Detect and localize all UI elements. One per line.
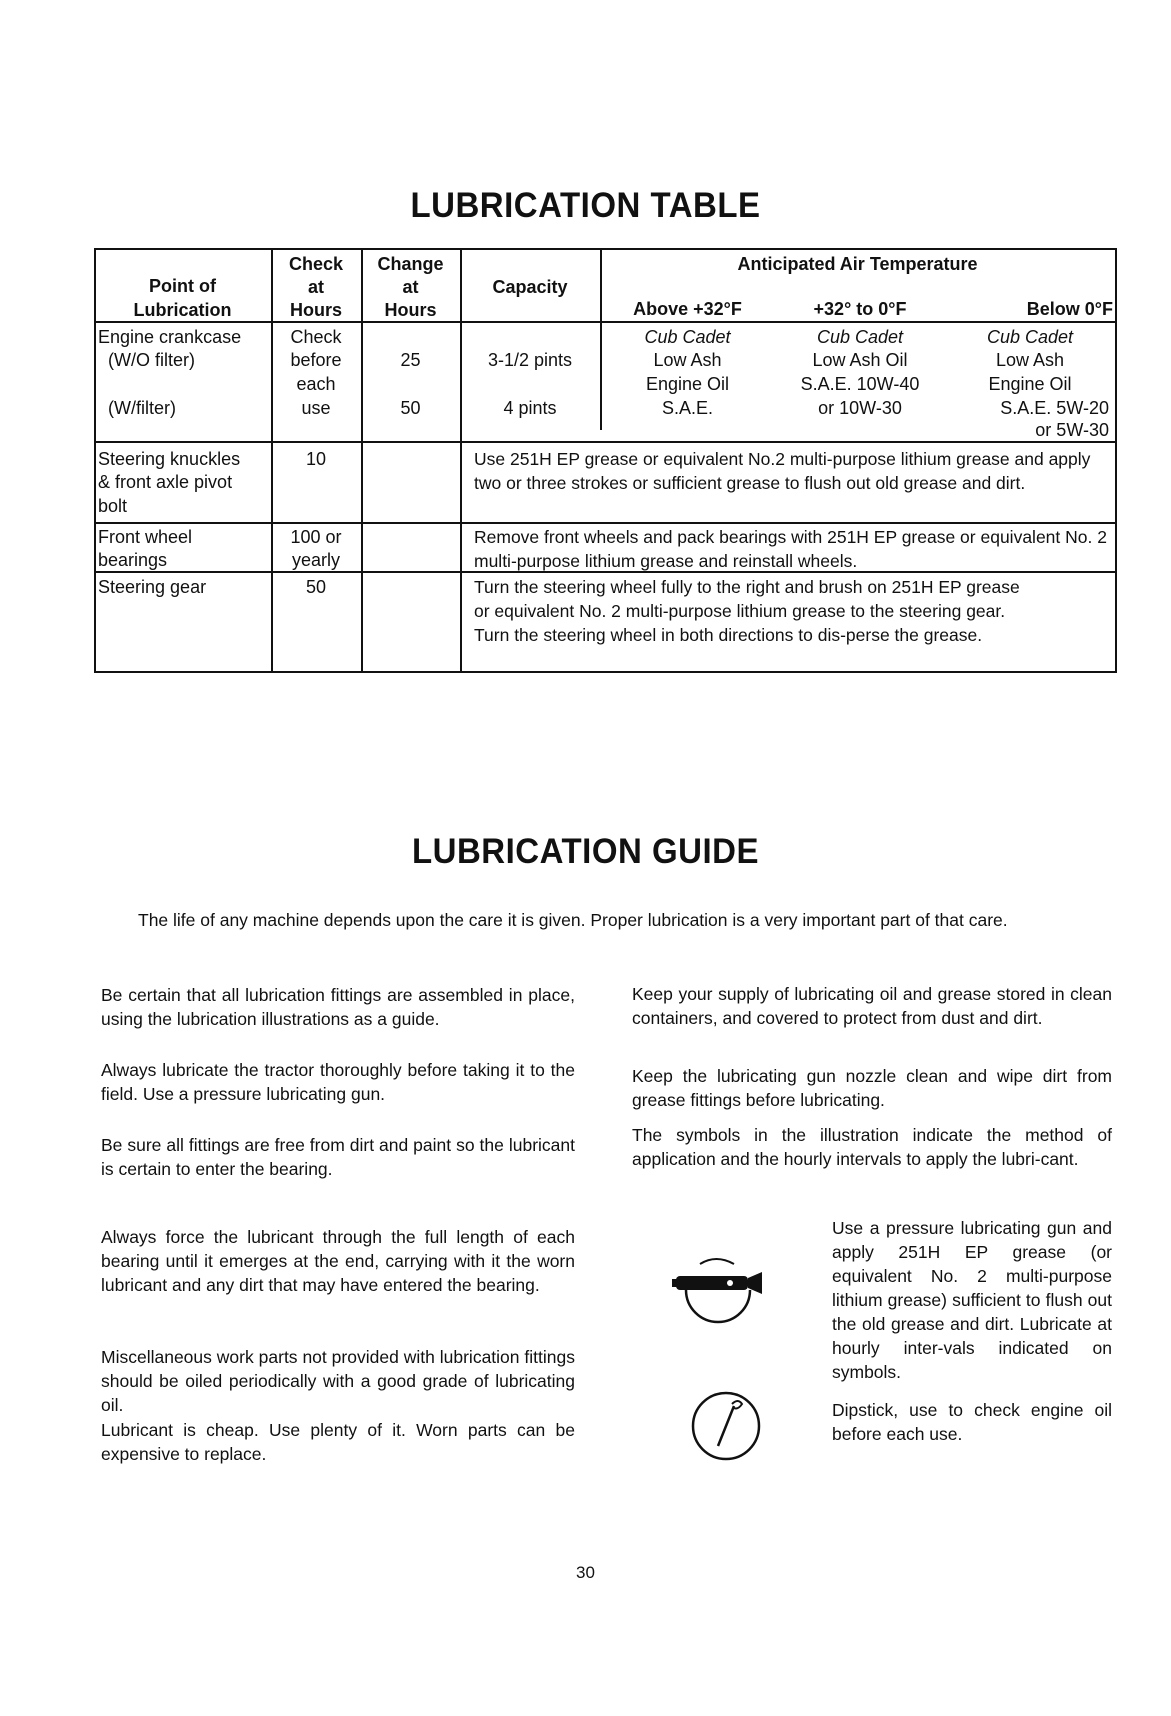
guide-title: LUBRICATION GUIDE — [411, 830, 760, 871]
header-below-0f: Below 0°F — [1026, 299, 1113, 319]
page-number: 30 — [576, 1563, 595, 1582]
row1-above-line3: Engine Oil — [645, 374, 730, 394]
header-point-line2: Lubrication — [133, 300, 232, 320]
row1-point-line2: (W/O filter) — [108, 350, 195, 370]
right-paragraph-2: Keep the lubricating gun nozzle clean and wipe dirt from grease fittings before lubricating. — [632, 1066, 1112, 1110]
left-paragraph-3: Be sure all fittings are free from dirt and paint so the lubricant is certain to enter the bearing. — [101, 1135, 575, 1179]
row1-check-line2: before — [290, 350, 342, 370]
left-paragraph-6: Lubricant is cheap. Use plenty of it. Worn parts can be expensive to replace. — [101, 1420, 575, 1464]
row4-point: Steering gear — [98, 577, 207, 597]
right-paragraph-1: Keep your supply of lubricating oil and grease stored in clean containers, and covered to protect from dust and dirt. — [632, 984, 1112, 1028]
row2-check: 10 — [305, 449, 327, 469]
row1-point-line1: Engine crankcase — [98, 327, 242, 347]
header-above-32f: Above +32°F — [633, 299, 742, 319]
row2-note: Use 251H EP grease or equivalent No.2 multi-purpose lithium grease and apply two or three strokes or sufficient grease to flush out old grease and dirt. — [474, 449, 1091, 494]
row2-point-line2: & front axle pivot — [98, 472, 233, 492]
table-title: LUBRICATION TABLE — [410, 184, 761, 225]
header-check-line3: Hours — [289, 300, 342, 320]
row1-check-line4: use — [301, 398, 331, 418]
row1-above-line1: Cub Cadet — [644, 327, 731, 347]
row1-change-1: 25 — [400, 350, 421, 370]
header-point-line1: Point of — [149, 276, 216, 296]
header-check-line2: at — [307, 277, 324, 297]
row1-mid-line1: Cub Cadet — [816, 327, 904, 347]
header-change-line2: at — [402, 277, 419, 297]
row1-below-line5: or 5W-30 — [1035, 420, 1109, 440]
row2-point-line1: Steering knuckles — [98, 449, 241, 469]
row3-note: Remove front wheels and pack bearings with 251H EP grease or equivalent No. 2 multi-purpose lithium grease and reinstall wheels. — [474, 527, 1107, 572]
row1-above-line4: S.A.E. — [661, 398, 714, 418]
row1-above-line2: Low Ash — [653, 350, 722, 370]
lubrication-table — [94, 248, 1117, 674]
row1-change-2: 50 — [400, 398, 421, 418]
header-change-line1: Change — [377, 254, 444, 274]
row1-below-line2: Low Ash — [995, 350, 1065, 370]
header-check-line1: Check — [288, 254, 344, 274]
row1-capacity-2: 4 pints — [503, 398, 557, 418]
row4-note: Turn the steering wheel fully to the right and brush on 251H EP grease or equivalent No. 2 multi-purpose lithium grease to the steering gear. Turn the steering wheel in both directions to dis-perse the grease. — [474, 577, 1020, 646]
row1-below-line1: Cub Cadet — [986, 327, 1074, 347]
row1-check-line3: each — [296, 374, 336, 394]
row3-check-line1: 100 or — [290, 527, 342, 547]
row3-point-line2: bearings — [98, 550, 168, 570]
left-paragraph-5: Miscellaneous work parts not provided with lubrication fittings should be oiled periodically with a good grade of lubricating oil. — [101, 1347, 575, 1415]
row3-point-line1: Front wheel — [98, 527, 193, 547]
header-capacity: Capacity — [492, 277, 568, 297]
row3-check-line2: yearly — [291, 550, 340, 570]
grease-gun-icon — [670, 1256, 765, 1336]
row1-check-line1: Check — [290, 327, 342, 347]
intro-paragraph: The life of any machine depends upon the care it is given. Proper lubrication is a very important part of that care. — [138, 910, 1008, 930]
left-paragraph-4: Always force the lubricant through the full length of each bearing until it emerges at the end, carrying with it the worn lubricant and any dirt that may have entered the bearing. — [101, 1227, 575, 1295]
row1-mid-line3: S.A.E. 10W-40 — [800, 374, 920, 394]
row1-mid-line2: Low Ash Oil — [812, 350, 908, 370]
row4-check: 50 — [305, 577, 327, 597]
row1-below-line3: Engine Oil — [988, 374, 1072, 394]
left-paragraph-2: Always lubricate the tractor thoroughly before taking it to the field. Use a pressure lubricating gun. — [101, 1060, 575, 1104]
grease-gun-description: Use a pressure lubricating gun and apply 251H EP grease (or equivalent No. 2 multi-purpose lithium grease) sufficient to flush out the old grease and dirt. Lubricate at hourly inter-vals indicated on symbols. — [832, 1218, 1112, 1382]
row1-mid-line4: or 10W-30 — [818, 398, 902, 418]
dipstick-icon — [690, 1390, 762, 1462]
row1-below-line4: S.A.E. 5W-20 — [1000, 398, 1109, 418]
header-temperature: Anticipated Air Temperature — [737, 254, 978, 274]
row1-point-line3: (W/filter) — [108, 398, 176, 418]
row2-point-line3: bolt — [98, 496, 128, 516]
left-paragraph-1: Be certain that all lubrication fittings are assembled in place, using the lubrication illustrations as a guide. — [101, 985, 575, 1029]
header-32-to-0f: +32° to 0°F — [813, 299, 907, 319]
row1-capacity-1: 3-1/2 pints — [487, 350, 573, 370]
right-paragraph-3: The symbols in the illustration indicate the method of application and the hourly intervals to apply the lubri-cant. — [632, 1125, 1112, 1169]
header-change-line3: Hours — [384, 300, 437, 320]
dipstick-description: Dipstick, use to check engine oil before each use. — [832, 1400, 1112, 1444]
